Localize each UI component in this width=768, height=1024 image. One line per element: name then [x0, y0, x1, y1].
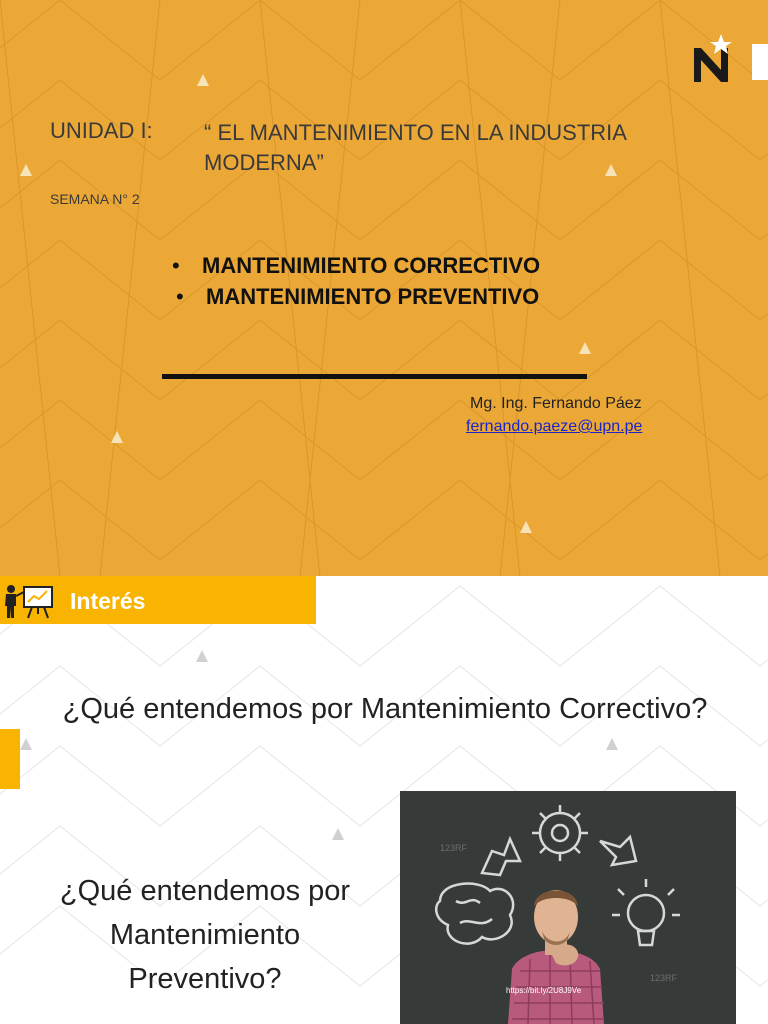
bullet-icon: • [176, 284, 184, 309]
author-email-link[interactable]: fernando.paeze@upn.pe [466, 418, 643, 435]
image-caption: https://bit.ly/2U8J9Ve [506, 986, 582, 995]
section-header-bar [0, 576, 316, 624]
topic-item-corrective [172, 253, 540, 279]
unit-label: UNIDAD I: [50, 118, 153, 143]
unit-title: “ EL MANTENIMIENTO EN LA INDUSTRIA MODERNA” [204, 120, 626, 175]
side-accent-tab [0, 729, 20, 789]
image-watermark: 123RF [440, 843, 468, 853]
section-title: Interés [70, 588, 146, 614]
bullet-icon: • [172, 253, 180, 278]
divider-line [162, 374, 587, 379]
topic-item-preventive [176, 284, 539, 310]
topic-text: MANTENIMIENTO CORRECTIVO [202, 253, 541, 278]
question-corrective: ¿Qué entendemos por Mantenimiento Correctivo? [62, 693, 708, 725]
logo-side-block [752, 44, 768, 80]
university-logo-icon [690, 34, 732, 86]
topic-text: MANTENIMIENTO PREVENTIVO [206, 284, 540, 309]
image-watermark: 123RF [650, 973, 678, 983]
chalkboard-thinking-man-image [400, 791, 736, 1024]
author-name: Mg. Ing. Fernando Páez [470, 395, 642, 412]
week-label: SEMANA N° 2 [50, 191, 140, 207]
interest-slide [0, 576, 768, 1024]
presenter-board-icon [2, 584, 56, 620]
question-preventive: ¿Qué entendemos por Mantenimiento Preventivo? [59, 875, 351, 995]
